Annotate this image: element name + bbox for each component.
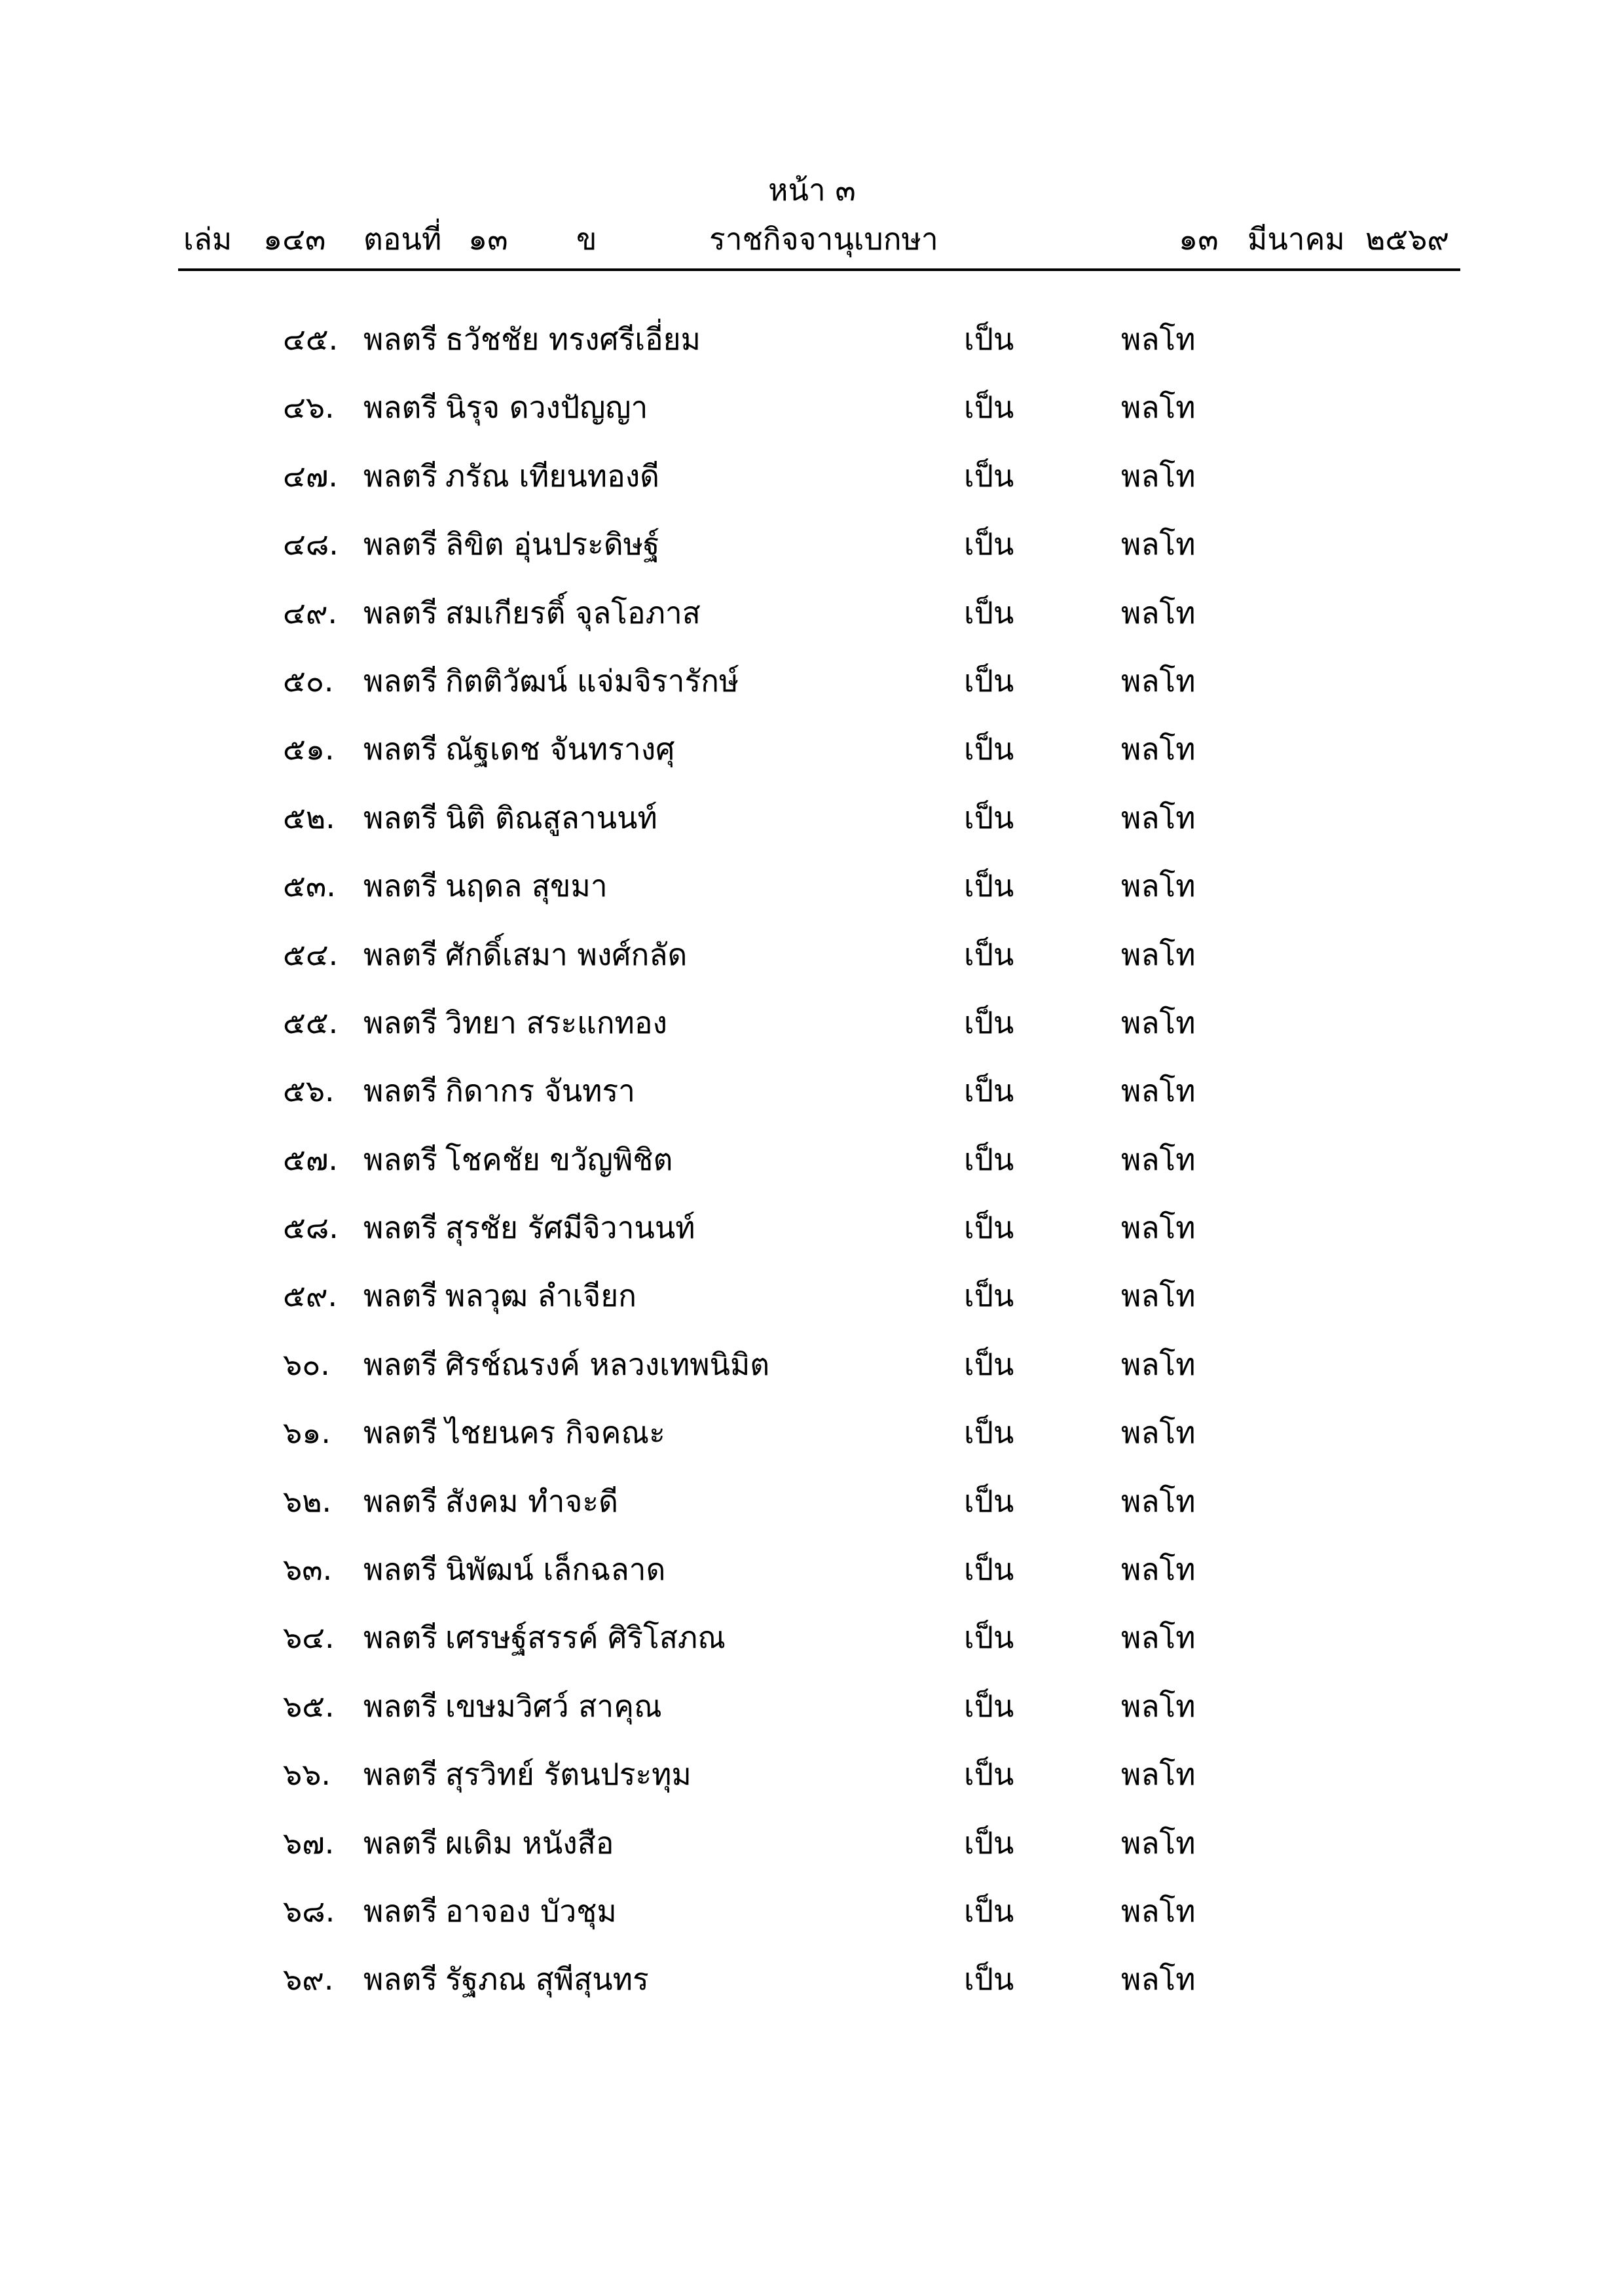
officer-name: นิติ ติณสูลานนท์ [445, 799, 657, 835]
item-number: ๖๗. [283, 1825, 335, 1861]
current-rank: พลตรี [363, 1141, 438, 1177]
list-item [0, 1679, 1624, 1747]
new-rank: พลโท [1121, 390, 1196, 426]
new-rank: พลโท [1121, 1346, 1196, 1382]
officer-name: ภรัณ เทียนทองดี [445, 458, 660, 494]
item-number: ๕๘. [283, 1210, 339, 1246]
new-rank: พลโท [1121, 1688, 1196, 1724]
current-rank: พลตรี [363, 1552, 438, 1588]
current-rank: พลตรี [363, 1893, 438, 1929]
item-number: ๖๙. [283, 1961, 334, 1997]
current-rank: พลตรี [363, 594, 438, 630]
as-word: เป็น [964, 1825, 1014, 1861]
item-number: ๕๕. [283, 1004, 339, 1040]
officer-name: ณัฐเดช จันทรางศุ [445, 731, 675, 767]
as-word: เป็น [964, 390, 1014, 426]
officer-name: อาจอง บัวชุม [445, 1893, 617, 1929]
item-number: ๔๕. [283, 321, 339, 357]
current-rank: พลตรี [363, 1961, 438, 1997]
new-rank: พลโท [1121, 1073, 1196, 1109]
item-number: ๕๒. [283, 799, 335, 835]
list-item [0, 927, 1624, 995]
page-number: หน้า ๓ [768, 172, 856, 208]
new-rank: พลโท [1121, 1825, 1196, 1861]
list-item [0, 1405, 1624, 1473]
current-rank: พลตรี [363, 663, 438, 699]
new-rank: พลโท [1121, 868, 1196, 904]
officer-name: พลวุฒ ลำเจียก [445, 1278, 637, 1314]
officer-name: ไชยนคร กิจคณะ [445, 1415, 665, 1451]
current-rank: พลตรี [363, 458, 438, 494]
new-rank: พลโท [1121, 731, 1196, 767]
list-item [0, 790, 1624, 858]
list-item [0, 585, 1624, 653]
section-letter: ข [576, 221, 597, 257]
volume-label: เล่ม [183, 221, 232, 257]
new-rank: พลโท [1121, 321, 1196, 357]
item-number: ๖๕. [283, 1688, 335, 1724]
list-item [0, 1200, 1624, 1268]
as-word: เป็น [964, 1552, 1014, 1588]
new-rank: พลโท [1121, 1893, 1196, 1929]
officer-name: ศักดิ์เสมา พงศ์กลัด [445, 936, 688, 972]
officer-name: กิตติวัฒน์ แจ่มจิรารักษ์ [445, 663, 739, 699]
new-rank: พลโท [1121, 1483, 1196, 1519]
list-item [0, 1337, 1624, 1405]
officer-name: ผเดิม หนังสือ [445, 1825, 614, 1861]
promotion-list [0, 312, 1624, 2020]
as-word: เป็น [964, 1688, 1014, 1724]
current-rank: พลตรี [363, 1757, 438, 1793]
as-word: เป็น [964, 868, 1014, 904]
item-number: ๖๐. [283, 1346, 330, 1382]
item-number: ๕๐. [283, 663, 334, 699]
officer-name: นิพัฒน์ เล็กฉลาด [445, 1552, 666, 1588]
as-word: เป็น [964, 321, 1014, 357]
as-word: เป็น [964, 1757, 1014, 1793]
new-rank: พลโท [1121, 526, 1196, 562]
officer-name: นิรุจ ดวงปัญญา [445, 390, 648, 426]
new-rank: พลโท [1121, 458, 1196, 494]
current-rank: พลตรี [363, 321, 438, 357]
list-item [0, 653, 1624, 721]
header-rule [178, 268, 1460, 271]
current-rank: พลตรี [363, 1825, 438, 1861]
as-word: เป็น [964, 936, 1014, 972]
current-rank: พลตรี [363, 1688, 438, 1724]
date-month: มีนาคม [1247, 221, 1345, 257]
as-word: เป็น [964, 1483, 1014, 1519]
officer-name: เศรษฐ์สรรค์ ศิริโสภณ [445, 1620, 726, 1656]
date-day: ๑๓ [1179, 221, 1219, 257]
new-rank: พลโท [1121, 1961, 1196, 1997]
new-rank: พลโท [1121, 1415, 1196, 1451]
item-number: ๕๙. [283, 1278, 338, 1314]
new-rank: พลโท [1121, 594, 1196, 630]
officer-name: นฤดล สุขมา [445, 868, 608, 904]
item-number: ๕๗. [283, 1141, 339, 1177]
new-rank: พลโท [1121, 1210, 1196, 1246]
current-rank: พลตรี [363, 936, 438, 972]
new-rank: พลโท [1121, 663, 1196, 699]
list-item [0, 1952, 1624, 2020]
current-rank: พลตรี [363, 731, 438, 767]
list-item [0, 517, 1624, 585]
as-word: เป็น [964, 731, 1014, 767]
item-number: ๖๑. [283, 1415, 331, 1451]
item-number: ๖๒. [283, 1483, 332, 1519]
list-item [0, 1884, 1624, 1952]
current-rank: พลตรี [363, 1210, 438, 1246]
item-number: ๔๙. [283, 594, 338, 630]
current-rank: พลตรี [363, 526, 438, 562]
list-item [0, 1474, 1624, 1542]
as-word: เป็น [964, 1141, 1014, 1177]
item-number: ๕๓. [283, 868, 336, 904]
item-number: ๖๓. [283, 1552, 333, 1588]
officer-name: สุรวิทย์ รัตนประทุม [445, 1757, 692, 1793]
current-rank: พลตรี [363, 1278, 438, 1314]
current-rank: พลตรี [363, 1073, 438, 1109]
officer-name: สุรชัย รัศมีจิวานนท์ [445, 1210, 695, 1246]
as-word: เป็น [964, 1004, 1014, 1040]
new-rank: พลโท [1121, 1278, 1196, 1314]
new-rank: พลโท [1121, 1004, 1196, 1040]
as-word: เป็น [964, 594, 1014, 630]
item-number: ๕๔. [283, 936, 339, 972]
officer-name: ศิรช์ณรงค์ หลวงเทพนิมิต [445, 1346, 770, 1382]
item-number: ๖๘. [283, 1893, 335, 1929]
as-word: เป็น [964, 1415, 1014, 1451]
issue-label: ตอนที่ [363, 221, 442, 257]
list-item [0, 1542, 1624, 1610]
current-rank: พลตรี [363, 799, 438, 835]
list-item [0, 448, 1624, 517]
as-word: เป็น [964, 458, 1014, 494]
as-word: เป็น [964, 1893, 1014, 1929]
officer-name: รัฐภณ สุพีสุนทร [445, 1961, 649, 1997]
current-rank: พลตรี [363, 390, 438, 426]
item-number: ๖๔. [283, 1620, 335, 1656]
item-number: ๔๗. [283, 458, 339, 494]
officer-name: สมเกียรติ์ จุลโอภาส [445, 594, 701, 630]
item-number: ๔๘. [283, 526, 339, 562]
officer-name: ธวัชชัย ทรงศรีเอี่ยม [445, 321, 701, 357]
as-word: เป็น [964, 1073, 1014, 1109]
new-rank: พลโท [1121, 1757, 1196, 1793]
current-rank: พลตรี [363, 1483, 438, 1519]
list-item [0, 1610, 1624, 1678]
item-number: ๕๑. [283, 731, 335, 767]
current-rank: พลตรี [363, 1620, 438, 1656]
officer-name: สังคม ทำจะดี [445, 1483, 618, 1519]
new-rank: พลโท [1121, 936, 1196, 972]
list-item [0, 858, 1624, 926]
gazette-title: ราชกิจจานุเบกษา [709, 221, 938, 257]
officer-name: กิดากร จันทรา [445, 1073, 635, 1109]
volume-number: ๑๔๓ [263, 221, 326, 257]
as-word: เป็น [964, 526, 1014, 562]
current-rank: พลตรี [363, 868, 438, 904]
officer-name: วิทยา สระแกทอง [445, 1004, 667, 1040]
current-rank: พลตรี [363, 1004, 438, 1040]
officer-name: ลิขิต อุ่นประดิษฐ์ [445, 526, 660, 562]
list-item [0, 1815, 1624, 1884]
new-rank: พลโท [1121, 1141, 1196, 1177]
officer-name: โชคชัย ขวัญพิชิต [445, 1141, 673, 1177]
as-word: เป็น [964, 1346, 1014, 1382]
item-number: ๕๖. [283, 1073, 335, 1109]
list-item [0, 1747, 1624, 1815]
list-item [0, 1063, 1624, 1131]
as-word: เป็น [964, 1961, 1014, 1997]
new-rank: พลโท [1121, 1620, 1196, 1656]
list-item [0, 1132, 1624, 1200]
new-rank: พลโท [1121, 799, 1196, 835]
list-item [0, 721, 1624, 790]
as-word: เป็น [964, 799, 1014, 835]
list-item [0, 1268, 1624, 1336]
list-item [0, 312, 1624, 380]
item-number: ๖๖. [283, 1757, 331, 1793]
as-word: เป็น [964, 1278, 1014, 1314]
list-item [0, 995, 1624, 1063]
date-year: ๒๕๖๙ [1365, 221, 1450, 257]
issue-number: ๑๓ [468, 221, 508, 257]
as-word: เป็น [964, 1620, 1014, 1656]
officer-name: เขษมวิศว์ สาคุณ [445, 1688, 662, 1724]
current-rank: พลตรี [363, 1415, 438, 1451]
new-rank: พลโท [1121, 1552, 1196, 1588]
as-word: เป็น [964, 1210, 1014, 1246]
list-item [0, 380, 1624, 448]
item-number: ๔๖. [283, 390, 335, 426]
as-word: เป็น [964, 663, 1014, 699]
current-rank: พลตรี [363, 1346, 438, 1382]
